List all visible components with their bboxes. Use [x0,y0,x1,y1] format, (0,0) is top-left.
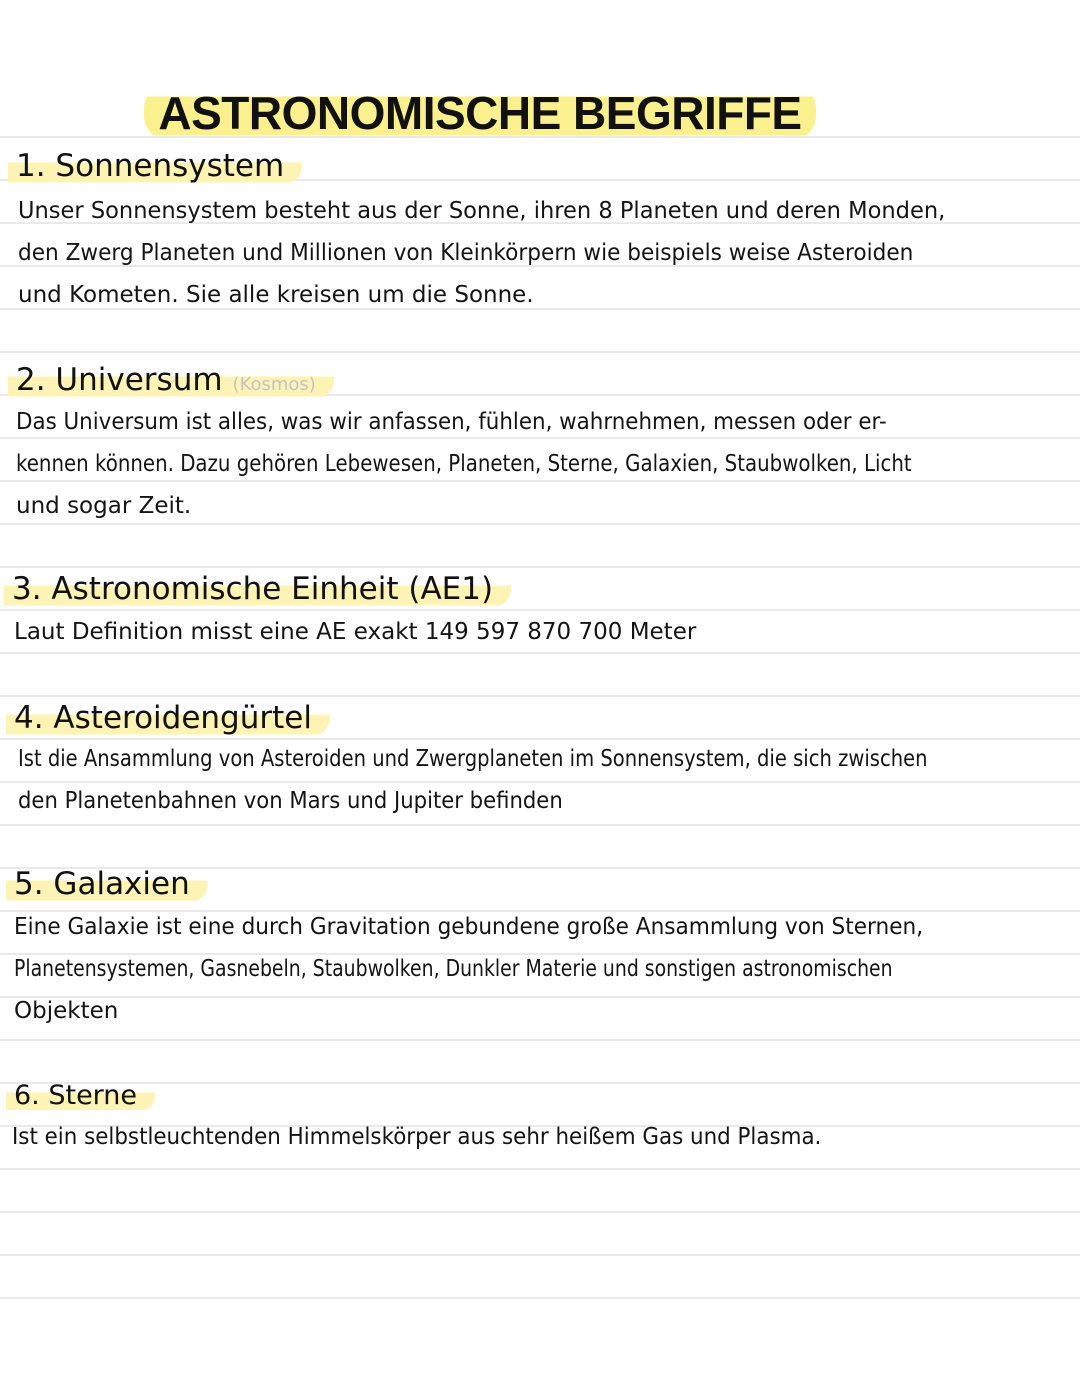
text-line: und sogar Zeit. [16,493,192,519]
text-line: den Planetenbahnen von Mars und Jupiter befinden [18,788,563,814]
section-heading-sterne: 6. Sterne [6,1080,155,1111]
text-line: Eine Galaxie ist eine durch Gravitation gebundene große Ansammlung von Sternen, [14,914,924,940]
text-line: kennen können. Dazu gehören Lebewesen, Planeten, Sterne, Galaxien, Staubwolken, Licht [16,451,912,477]
text-line: Unser Sonnensystem besteht aus der Sonne, ihren 8 Planeten und deren Monden, [18,198,946,224]
section-subheading: (Kosmos) [232,374,316,395]
text-line: und Kometen. Sie alle kreisen um die Sonne. [18,282,534,308]
text-line: den Zwerg Planeten und Millionen von Kleinkörpern wie beispiels weise Asteroiden [18,240,914,266]
section-heading-astronomische-einheit: 3. Astronomische Einheit (AE1) [4,571,511,607]
text-line: Ist ein selbstleuchtenden Himmelskörper aus sehr heißem Gas und Plasma. [12,1124,822,1150]
page-title: ASTRONOMISCHE BEGRIFFE [144,84,815,140]
text-line: Planetensystemen, Gasnebeln, Staubwolken, Dunkler Materie und sonstigen astronomischen [14,956,893,982]
title-container [0,84,1080,140]
section-heading-sonnensystem: 1. Sonnensystem [8,148,302,184]
text-line: Das Universum ist alles, was wir anfassen, fühlen, wahrnehmen, messen oder er- [16,409,887,435]
section-heading-galaxien: 5. Galaxien [6,866,208,902]
text-line: Ist die Ansammlung von Asteroiden und Zwergplaneten im Sonnensystem, die sich zwischen [18,746,928,772]
section-heading-universum [8,362,334,398]
text-line: Laut Definition misst eine AE exakt 149 597 870 700 Meter [14,619,697,645]
section-heading-asteroidenguertel: 4. Asteroidengürtel [6,700,330,736]
text-line: Objekten [14,998,119,1024]
section-heading-label: 2. Universum [16,362,223,398]
